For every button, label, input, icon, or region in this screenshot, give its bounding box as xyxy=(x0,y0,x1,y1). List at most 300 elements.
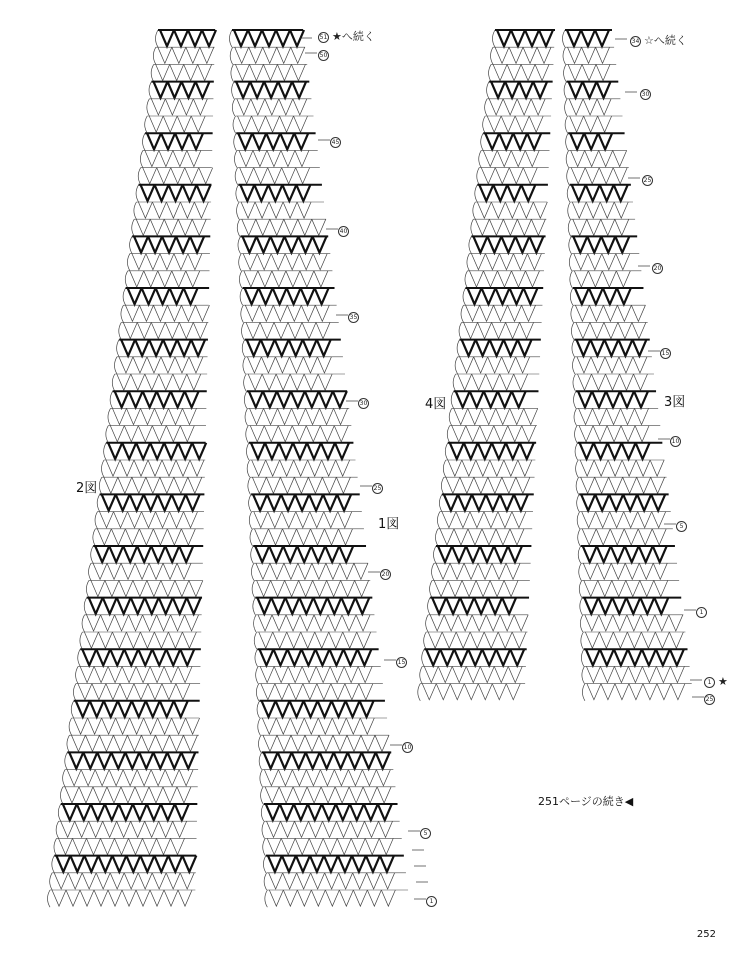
chain-line xyxy=(89,563,92,580)
chain-line xyxy=(585,632,599,648)
chain-line xyxy=(112,374,115,391)
chain-line xyxy=(348,770,362,786)
chain-line xyxy=(436,563,450,579)
chain-line xyxy=(458,494,472,510)
chain-line xyxy=(292,770,306,786)
chain-line xyxy=(180,649,194,665)
chain-line xyxy=(333,735,347,751)
chain-line xyxy=(284,219,298,235)
chain-line xyxy=(127,735,141,751)
chain-line xyxy=(164,219,178,235)
chain-line xyxy=(234,133,237,150)
chain-line xyxy=(455,357,458,374)
row-marker-34: 34 ☆へ続く xyxy=(631,34,687,47)
chain-line xyxy=(117,598,131,614)
chain-line xyxy=(583,82,597,98)
chain-line xyxy=(311,890,325,906)
chain-line xyxy=(466,666,480,682)
chain-line xyxy=(105,580,119,596)
chain-line xyxy=(498,512,512,528)
chain-line xyxy=(491,82,505,98)
chain-line xyxy=(375,735,389,751)
chain-line xyxy=(172,494,186,510)
chain-line xyxy=(303,684,317,700)
chain-line xyxy=(596,512,610,528)
chain-line xyxy=(566,150,569,167)
chain-line xyxy=(103,821,117,837)
chain-line xyxy=(162,236,176,252)
chain-line xyxy=(249,64,263,80)
chain-line xyxy=(359,684,373,700)
chain-line xyxy=(245,305,259,321)
chain-line xyxy=(594,460,608,476)
chain-line xyxy=(112,632,126,648)
chain-line xyxy=(172,718,186,734)
chain-line xyxy=(348,752,362,768)
chain-line xyxy=(275,684,289,700)
chain-line xyxy=(652,529,666,545)
chain-line xyxy=(522,305,536,321)
chain-line xyxy=(279,787,293,803)
chain-line xyxy=(460,477,474,493)
chain-line xyxy=(190,236,204,252)
chain-line xyxy=(137,546,151,562)
chain-line xyxy=(58,804,61,821)
chain-line xyxy=(313,580,327,596)
chain-line xyxy=(434,580,448,596)
chain-line xyxy=(448,460,462,476)
chain-line xyxy=(134,460,148,476)
chain-line xyxy=(134,236,148,252)
chain-line xyxy=(245,288,259,304)
chain-line xyxy=(478,684,492,700)
chain-line xyxy=(376,752,390,768)
chain-line xyxy=(286,615,300,631)
chain-line xyxy=(178,666,192,682)
chain-line xyxy=(322,477,336,493)
chain-line xyxy=(599,632,613,648)
chain-line xyxy=(476,460,490,476)
chain-line xyxy=(327,598,341,614)
chain-line xyxy=(493,64,507,80)
chain-line xyxy=(192,219,206,235)
chain-line xyxy=(299,254,313,270)
chain-line xyxy=(572,185,586,201)
chain-line xyxy=(657,684,671,700)
chain-line xyxy=(125,305,139,321)
chain-line xyxy=(579,580,582,597)
chain-line xyxy=(260,322,274,338)
chain-line xyxy=(654,580,668,596)
chain-line xyxy=(632,322,646,338)
chain-line xyxy=(496,288,510,304)
chain-line xyxy=(80,666,94,682)
chain-line xyxy=(109,546,123,562)
chain-line xyxy=(124,873,138,889)
chain-line xyxy=(141,735,155,751)
chain-line xyxy=(356,615,370,631)
chain-line xyxy=(161,804,175,820)
chain-line xyxy=(631,305,645,321)
row-marker-20: 20 xyxy=(381,570,390,578)
chain-line xyxy=(159,374,173,390)
chain-line xyxy=(336,460,350,476)
chain-line xyxy=(506,684,520,700)
chain-line xyxy=(600,185,614,201)
chain-line xyxy=(289,340,303,356)
chain-line xyxy=(297,873,311,889)
chain-line xyxy=(138,649,152,665)
chain-line xyxy=(628,649,642,665)
chain-line xyxy=(160,477,174,493)
chain-line xyxy=(473,236,487,252)
chain-line xyxy=(257,701,260,718)
chain-line xyxy=(495,47,509,63)
chain-line xyxy=(305,735,319,751)
chain-line xyxy=(313,598,327,614)
chain-line xyxy=(104,701,118,717)
chain-line xyxy=(485,99,488,116)
chain-line xyxy=(106,684,120,700)
chain-line xyxy=(156,288,170,304)
chain-line xyxy=(575,443,578,460)
chain-line xyxy=(624,529,638,545)
chain-line xyxy=(248,30,262,46)
chain-line xyxy=(422,684,436,700)
chain-line xyxy=(304,701,318,717)
chain-line xyxy=(175,804,189,820)
chain-line xyxy=(301,632,315,648)
chain-line xyxy=(173,150,187,166)
chain-line xyxy=(468,288,482,304)
chain-line xyxy=(440,649,454,665)
chain-line xyxy=(574,271,588,287)
chain-line xyxy=(475,185,478,202)
row-marker-25r: 25 xyxy=(643,176,652,184)
chain-line xyxy=(238,133,252,149)
chain-line xyxy=(151,770,165,786)
chain-line xyxy=(498,391,512,407)
chain-line xyxy=(290,374,304,390)
chain-line xyxy=(306,426,320,442)
chain-line xyxy=(87,615,101,631)
chain-line xyxy=(258,271,272,287)
chain-line xyxy=(165,322,179,338)
chain-line xyxy=(492,684,506,700)
chain-line xyxy=(180,426,194,442)
chain-line xyxy=(633,357,647,373)
chain-line xyxy=(259,632,273,648)
chain-line xyxy=(185,391,199,407)
chain-line xyxy=(613,168,627,184)
chain-line xyxy=(237,219,240,236)
chain-line xyxy=(95,512,98,529)
chain-line xyxy=(632,340,646,356)
chain-line xyxy=(622,443,636,459)
chain-line xyxy=(50,873,53,890)
chain-line xyxy=(173,821,187,837)
chain-line xyxy=(239,271,242,288)
chain-line xyxy=(152,202,166,218)
row-marker-50: 50 xyxy=(319,51,328,59)
chain-line xyxy=(641,632,655,648)
chain-line xyxy=(475,219,489,235)
chain-line xyxy=(491,202,505,218)
chain-line xyxy=(428,598,431,615)
chain-line xyxy=(265,99,279,115)
chain-line xyxy=(259,288,273,304)
chain-line xyxy=(485,254,499,270)
chain-line xyxy=(451,391,454,408)
chain-line xyxy=(492,563,506,579)
chain-line xyxy=(97,529,111,545)
chain-line xyxy=(595,494,609,510)
chain-line xyxy=(250,408,264,424)
chain-line xyxy=(66,890,80,906)
chain-line xyxy=(90,701,104,717)
chain-line xyxy=(164,443,178,459)
chain-line xyxy=(170,288,184,304)
chain-line xyxy=(635,408,649,424)
chain-line xyxy=(298,219,312,235)
chain-line xyxy=(265,787,279,803)
row-marker-10: 10 xyxy=(403,743,412,751)
black-star-text: ★ xyxy=(718,675,728,688)
chain-line xyxy=(284,563,298,579)
chain-line xyxy=(245,408,248,425)
chain-line xyxy=(71,735,85,751)
chain-line xyxy=(186,47,200,63)
chain-line xyxy=(255,649,258,666)
chain-line xyxy=(231,64,234,81)
chain-line xyxy=(482,649,496,665)
chain-line xyxy=(177,787,191,803)
chain-line xyxy=(346,718,360,734)
chain-line xyxy=(380,856,394,872)
chain-line xyxy=(125,752,139,768)
chain-line xyxy=(319,735,333,751)
chain-line xyxy=(178,890,192,906)
chain-line xyxy=(579,563,582,580)
chain-line xyxy=(317,357,331,373)
chain-line xyxy=(478,322,492,338)
chain-line xyxy=(434,546,437,563)
chain-line xyxy=(174,477,188,493)
chain-line xyxy=(114,838,128,854)
chain-line xyxy=(293,443,307,459)
chain-line xyxy=(508,426,522,442)
chain-line xyxy=(586,202,600,218)
chain-line xyxy=(77,804,91,820)
chain-line xyxy=(161,357,175,373)
chain-line xyxy=(122,890,136,906)
chain-line xyxy=(312,219,326,235)
chain-line xyxy=(607,426,621,442)
chain-line xyxy=(114,512,128,528)
chain-line xyxy=(639,546,653,562)
chain-line xyxy=(343,649,357,665)
chain-line xyxy=(575,426,578,443)
chain-line xyxy=(171,168,185,184)
chain-line xyxy=(445,443,448,460)
chain-line xyxy=(476,580,490,596)
chain-line xyxy=(571,150,585,166)
chain-line xyxy=(147,133,161,149)
chain-line xyxy=(506,563,520,579)
chain-line xyxy=(153,752,167,768)
chain-line xyxy=(292,408,306,424)
chain-line xyxy=(119,804,133,820)
chain-line xyxy=(268,856,282,872)
chain-line xyxy=(52,890,66,906)
chain-line xyxy=(72,838,86,854)
chain-line xyxy=(259,305,273,321)
chain-line xyxy=(499,254,513,270)
chain-line xyxy=(489,219,503,235)
chain-line xyxy=(338,856,352,872)
chain-line xyxy=(110,873,124,889)
chain-line xyxy=(590,322,604,338)
chain-line xyxy=(500,615,514,631)
chain-line xyxy=(282,512,296,528)
chain-line xyxy=(323,494,337,510)
chain-line xyxy=(334,426,348,442)
chain-line xyxy=(306,752,320,768)
chain-line xyxy=(54,838,57,855)
chain-line xyxy=(177,563,191,579)
chain-line xyxy=(146,477,160,493)
chain-line xyxy=(573,236,587,252)
chain-line xyxy=(167,752,181,768)
chain-line xyxy=(250,426,264,442)
row-marker-10r: 10 xyxy=(671,437,680,445)
chain-line xyxy=(171,391,185,407)
chain-line xyxy=(651,477,665,493)
chain-line xyxy=(487,116,501,132)
chain-line xyxy=(97,494,100,511)
chain-line xyxy=(104,477,118,493)
chain-line xyxy=(308,460,322,476)
chain-line xyxy=(282,168,296,184)
chain-line xyxy=(456,632,470,648)
chain-line xyxy=(236,82,250,98)
chain-line xyxy=(80,890,94,906)
chain-line xyxy=(314,615,328,631)
chain-line xyxy=(69,752,83,768)
chain-line xyxy=(298,563,312,579)
chain-line xyxy=(274,322,288,338)
chain-line xyxy=(110,649,124,665)
chain-line xyxy=(339,873,353,889)
chain-line xyxy=(512,632,526,648)
chain-line xyxy=(595,30,609,46)
chain-line xyxy=(247,460,250,477)
chain-line xyxy=(637,477,651,493)
row-marker-15r: 15 xyxy=(661,349,670,357)
chain-line xyxy=(125,529,139,545)
chain-line xyxy=(352,856,366,872)
chain-line xyxy=(276,30,290,46)
chain-line xyxy=(238,116,252,132)
chain-line xyxy=(133,357,147,373)
chain-line xyxy=(612,598,626,614)
chain-line xyxy=(510,408,524,424)
chain-line xyxy=(476,340,490,356)
chain-line xyxy=(377,787,391,803)
chain-line xyxy=(188,477,202,493)
chain-line xyxy=(100,512,114,528)
chain-line xyxy=(273,649,287,665)
chain-line xyxy=(501,116,515,132)
chain-line xyxy=(442,512,456,528)
chain-line xyxy=(273,305,287,321)
chain-line xyxy=(437,512,440,529)
chain-line xyxy=(574,254,588,270)
chain-line xyxy=(314,271,328,287)
chain-line xyxy=(152,873,166,889)
chain-line xyxy=(113,735,127,751)
chain-line xyxy=(582,666,585,683)
chain-line xyxy=(168,856,182,872)
chain-line xyxy=(563,47,566,64)
chain-line xyxy=(264,873,267,890)
chain-line xyxy=(81,770,95,786)
chain-line xyxy=(129,391,143,407)
chain-line xyxy=(242,219,256,235)
chain-line xyxy=(608,443,622,459)
chain-line xyxy=(355,580,369,596)
chain-line xyxy=(597,563,611,579)
chain-line xyxy=(82,873,96,889)
chain-line xyxy=(625,546,639,562)
chain-line xyxy=(478,563,492,579)
chain-line xyxy=(366,856,380,872)
chain-line xyxy=(282,185,296,201)
chain-line xyxy=(309,494,323,510)
chain-line xyxy=(330,666,344,682)
figure-4-chart xyxy=(418,30,555,701)
chain-line xyxy=(514,374,528,390)
chain-line xyxy=(171,615,185,631)
chain-line xyxy=(567,30,581,46)
chain-line xyxy=(621,408,635,424)
chain-line xyxy=(580,615,583,632)
chain-line xyxy=(473,202,476,219)
chain-line xyxy=(504,340,518,356)
chain-line xyxy=(104,443,107,460)
chain-line xyxy=(126,632,140,648)
chain-line xyxy=(123,546,137,562)
chain-line xyxy=(513,254,527,270)
chain-line xyxy=(301,649,315,665)
chain-line xyxy=(130,236,133,253)
chain-line xyxy=(444,494,458,510)
chain-line xyxy=(363,787,377,803)
chain-line xyxy=(635,426,649,442)
chain-line xyxy=(477,168,480,185)
chain-line xyxy=(441,477,444,494)
chain-line xyxy=(625,563,639,579)
chain-line xyxy=(568,202,571,219)
page-number: 252 xyxy=(696,929,716,940)
chain-line xyxy=(242,340,245,357)
chain-line xyxy=(619,374,633,390)
chain-line xyxy=(282,856,296,872)
chain-line xyxy=(291,735,305,751)
chain-line xyxy=(310,529,324,545)
chain-line xyxy=(504,580,518,596)
chain-line xyxy=(162,684,176,700)
